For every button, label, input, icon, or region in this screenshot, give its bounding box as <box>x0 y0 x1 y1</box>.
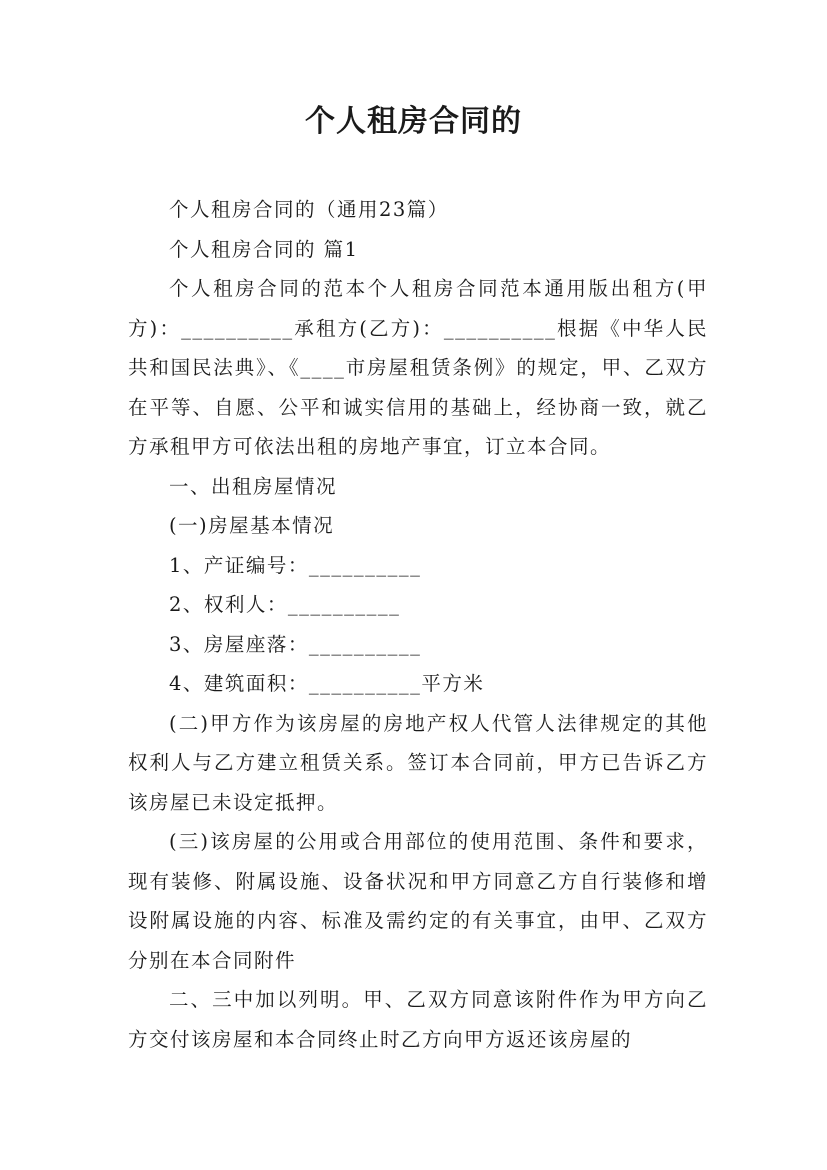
paragraph-intro: 个人租房合同的范本个人租房合同范本通用版出租方(甲方)：__________承租方(乙方)：__________根据《中华人民共和国民法典》、《____市房屋租赁条例》的规定，甲、乙双方在平等、自愿、公平和诚实信用的基础上，经协商一致，就乙方承租甲方可依法出租的房地产事宜，订立本合同。 <box>128 277 708 458</box>
paragraph-subtitle: 个人租房合同的（通用23篇） <box>168 198 449 221</box>
paragraph-item-2: 2、权利人：__________ <box>168 593 401 616</box>
paragraph-clause-2: (二)甲方作为该房屋的房地产权人代管人法律规定的其他权利人与乙方建立租赁关系。签订本合同前，甲方已告诉乙方该房屋已未设定抵押。 <box>128 711 708 814</box>
paragraph-subheading-1: (一)房屋基本情况 <box>168 514 335 537</box>
paragraph-heading-1: 一、出租房屋情况 <box>168 474 337 498</box>
paragraph-item-4: 4、建筑面积：__________平方米 <box>168 672 485 695</box>
paragraph-item-3: 3、房屋座落：__________ <box>168 632 422 656</box>
paragraph-section-heading: 个人租房合同的 篇1 <box>168 237 359 261</box>
paragraph-clause-3: (三)该房屋的公用或合用部位的使用范围、条件和要求，现有装修、附属设施、设备状况和甲方同意乙方自行装修和增设附属设施的内容、标准及需约定的有关事宜，由甲、乙双方分别在本合同附件 <box>128 830 708 972</box>
document-body <box>128 190 708 1059</box>
paragraph-continued: 二、三中加以列明。甲、乙双方同意该附件作为甲方向乙方交付该房屋和本合同终止时乙方向甲方返还该房屋的 <box>128 988 708 1051</box>
document-title: 个人租房合同的 <box>305 104 522 139</box>
paragraph-item-1: 1、产证编号：__________ <box>168 553 422 577</box>
